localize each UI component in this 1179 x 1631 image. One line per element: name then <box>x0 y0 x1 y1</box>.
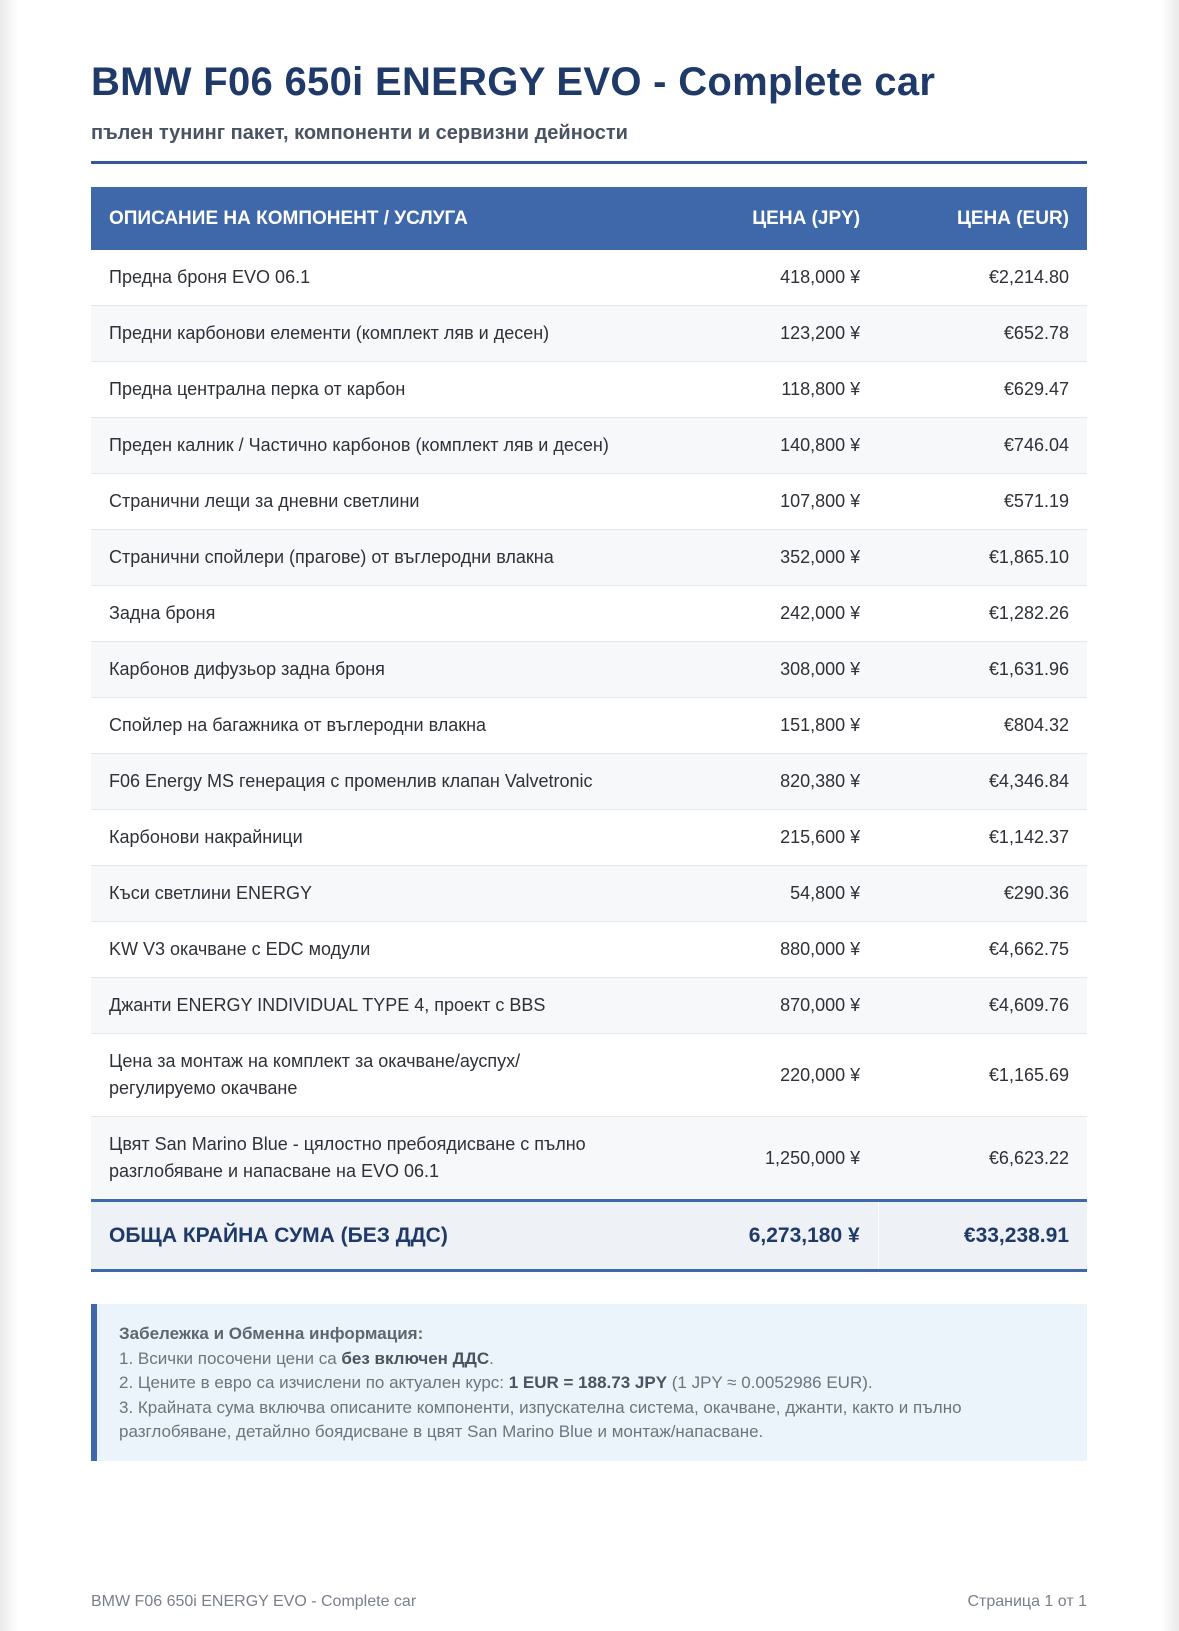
row-price-eur: €290.36 <box>878 866 1087 922</box>
total-price-jpy: 6,273,180 ¥ <box>672 1201 878 1271</box>
row-price-eur: €4,662.75 <box>878 922 1087 978</box>
row-description: Предна централна перка от карбон <box>91 362 672 418</box>
row-price-eur: €6,623.22 <box>878 1117 1087 1201</box>
table-row <box>91 922 1087 978</box>
table-row <box>91 530 1087 586</box>
row-description: KW V3 окачване с EDC модули <box>91 922 672 978</box>
note-line-1-bold: без включен ДДС <box>341 1348 490 1368</box>
price-table <box>91 187 1087 1272</box>
note-line-2-end: (1 JPY ≈ 0.0052986 EUR). <box>667 1373 873 1392</box>
row-description-line-2: разглобяване и напасване на EVO 06.1 <box>109 1161 440 1181</box>
table-header-row <box>91 187 1087 250</box>
row-price-jpy: 820,380 ¥ <box>672 754 878 810</box>
row-description: Предни карбонови елементи (комплект ляв и десен) <box>91 306 672 362</box>
footer-page-number: Страница 1 от 1 <box>967 1593 1087 1610</box>
title-divider <box>91 161 1087 164</box>
row-description: Задна броня <box>91 586 672 642</box>
row-price-jpy: 123,200 ¥ <box>672 306 878 362</box>
row-price-jpy: 870,000 ¥ <box>672 978 878 1034</box>
total-label: ОБЩА КРАЙНА СУМА (БЕЗ ДДС) <box>91 1201 672 1271</box>
row-description: Странични лещи за дневни светлини <box>91 474 672 530</box>
footer-document-title: BMW F06 650i ENERGY EVO - Complete car <box>91 1593 417 1610</box>
row-price-jpy: 151,800 ¥ <box>672 698 878 754</box>
table-row <box>91 474 1087 530</box>
row-price-eur: €804.32 <box>878 698 1087 754</box>
row-price-eur: €4,609.76 <box>878 978 1087 1034</box>
note-line-1-text: 1. Всички посочени цени са <box>119 1348 342 1368</box>
row-price-jpy: 242,000 ¥ <box>672 586 878 642</box>
row-price-jpy: 1,250,000 ¥ <box>672 1117 878 1201</box>
total-price-eur: €33,238.91 <box>878 1201 1087 1271</box>
row-description: Джанти ENERGY INDIVIDUAL TYPE 4, проект с BBS <box>91 978 672 1034</box>
table-row <box>91 418 1087 474</box>
row-price-jpy: 880,000 ¥ <box>672 922 878 978</box>
table-row <box>91 642 1087 698</box>
note-line-2 <box>119 1371 1067 1396</box>
table-row <box>91 866 1087 922</box>
note-line-3b: разглобяване, детайлно боядисване в цвят San Marino Blue и монтаж/напасване. <box>119 1422 764 1441</box>
row-price-eur: €1,865.10 <box>878 530 1087 586</box>
row-price-jpy: 220,000 ¥ <box>672 1034 878 1117</box>
row-price-eur: €652.78 <box>878 306 1087 362</box>
row-description-line-1: Цена за монтаж на комплект за окачване/ауспух/ <box>109 1051 521 1071</box>
note-line-1-end: . <box>489 1348 494 1368</box>
header-price-eur: ЦЕНА (EUR) <box>878 187 1087 250</box>
row-price-eur: €1,631.96 <box>878 642 1087 698</box>
row-description: Къси светлини ENERGY <box>91 866 672 922</box>
table-row <box>91 362 1087 418</box>
table-row <box>91 1117 1087 1201</box>
row-description: Странични спойлери (прагове) от въглеродни влакна <box>91 530 672 586</box>
row-description: Спойлер на багажника от въглеродни влакна <box>91 698 672 754</box>
row-description-line-2: регулируемо окачване <box>109 1078 298 1098</box>
table-row <box>91 978 1087 1034</box>
row-price-eur: €629.47 <box>878 362 1087 418</box>
table-row <box>91 754 1087 810</box>
note-line-1 <box>119 1347 1067 1372</box>
page-subtitle: пълен тунинг пакет, компоненти и сервизни дейности <box>91 122 628 144</box>
row-description: Предна броня EVO 06.1 <box>91 250 672 306</box>
row-price-jpy: 308,000 ¥ <box>672 642 878 698</box>
table-row <box>91 586 1087 642</box>
page-edge-left <box>0 0 18 1631</box>
row-price-jpy: 140,800 ¥ <box>672 418 878 474</box>
row-price-jpy: 215,600 ¥ <box>672 810 878 866</box>
row-price-eur: €1,165.69 <box>878 1034 1087 1117</box>
row-price-eur: €571.19 <box>878 474 1087 530</box>
row-description <box>91 1117 672 1201</box>
row-description-line-1: Цвят San Marino Blue - цялостно пребоядисване с пълно <box>109 1134 586 1154</box>
table-row <box>91 1034 1087 1117</box>
row-price-eur: €2,214.80 <box>878 250 1087 306</box>
total-row <box>91 1201 1087 1271</box>
exchange-note-box <box>91 1304 1087 1461</box>
page-edge-right <box>1161 0 1179 1631</box>
row-description: Преден калник / Частично карбонов (комплект ляв и десен) <box>91 418 672 474</box>
table-row <box>91 810 1087 866</box>
row-description: F06 Energy MS генерация с променлив клапан Valvetronic <box>91 754 672 810</box>
header-price-jpy: ЦЕНА (JPY) <box>672 187 878 250</box>
row-price-jpy: 118,800 ¥ <box>672 362 878 418</box>
row-price-eur: €4,346.84 <box>878 754 1087 810</box>
row-price-jpy: 352,000 ¥ <box>672 530 878 586</box>
row-price-jpy: 418,000 ¥ <box>672 250 878 306</box>
row-price-jpy: 107,800 ¥ <box>672 474 878 530</box>
row-description: Карбонов дифузьор задна броня <box>91 642 672 698</box>
row-price-jpy: 54,800 ¥ <box>672 866 878 922</box>
header-description: ОПИСАНИЕ НА КОМПОНЕНТ / УСЛУГА <box>91 187 672 250</box>
table-row <box>91 698 1087 754</box>
row-price-eur: €746.04 <box>878 418 1087 474</box>
row-price-eur: €1,282.26 <box>878 586 1087 642</box>
row-price-eur: €1,142.37 <box>878 810 1087 866</box>
table-row <box>91 306 1087 362</box>
row-description <box>91 1034 672 1117</box>
note-line-2-bold: 1 EUR = 188.73 JPY <box>508 1373 668 1392</box>
note-line-2-text: 2. Цените в евро са изчислени по актуален курс: <box>119 1373 509 1392</box>
row-description: Карбонови накрайници <box>91 810 672 866</box>
note-title: Забележка и Обменна информация: <box>119 1324 424 1343</box>
table-row <box>91 250 1087 306</box>
note-line-3a: 3. Крайната сума включва описаните компоненти, изпускателна система, окачване, джанти, както и пълно <box>119 1397 962 1417</box>
page-title: BMW F06 650i ENERGY EVO - Complete car <box>91 60 936 104</box>
